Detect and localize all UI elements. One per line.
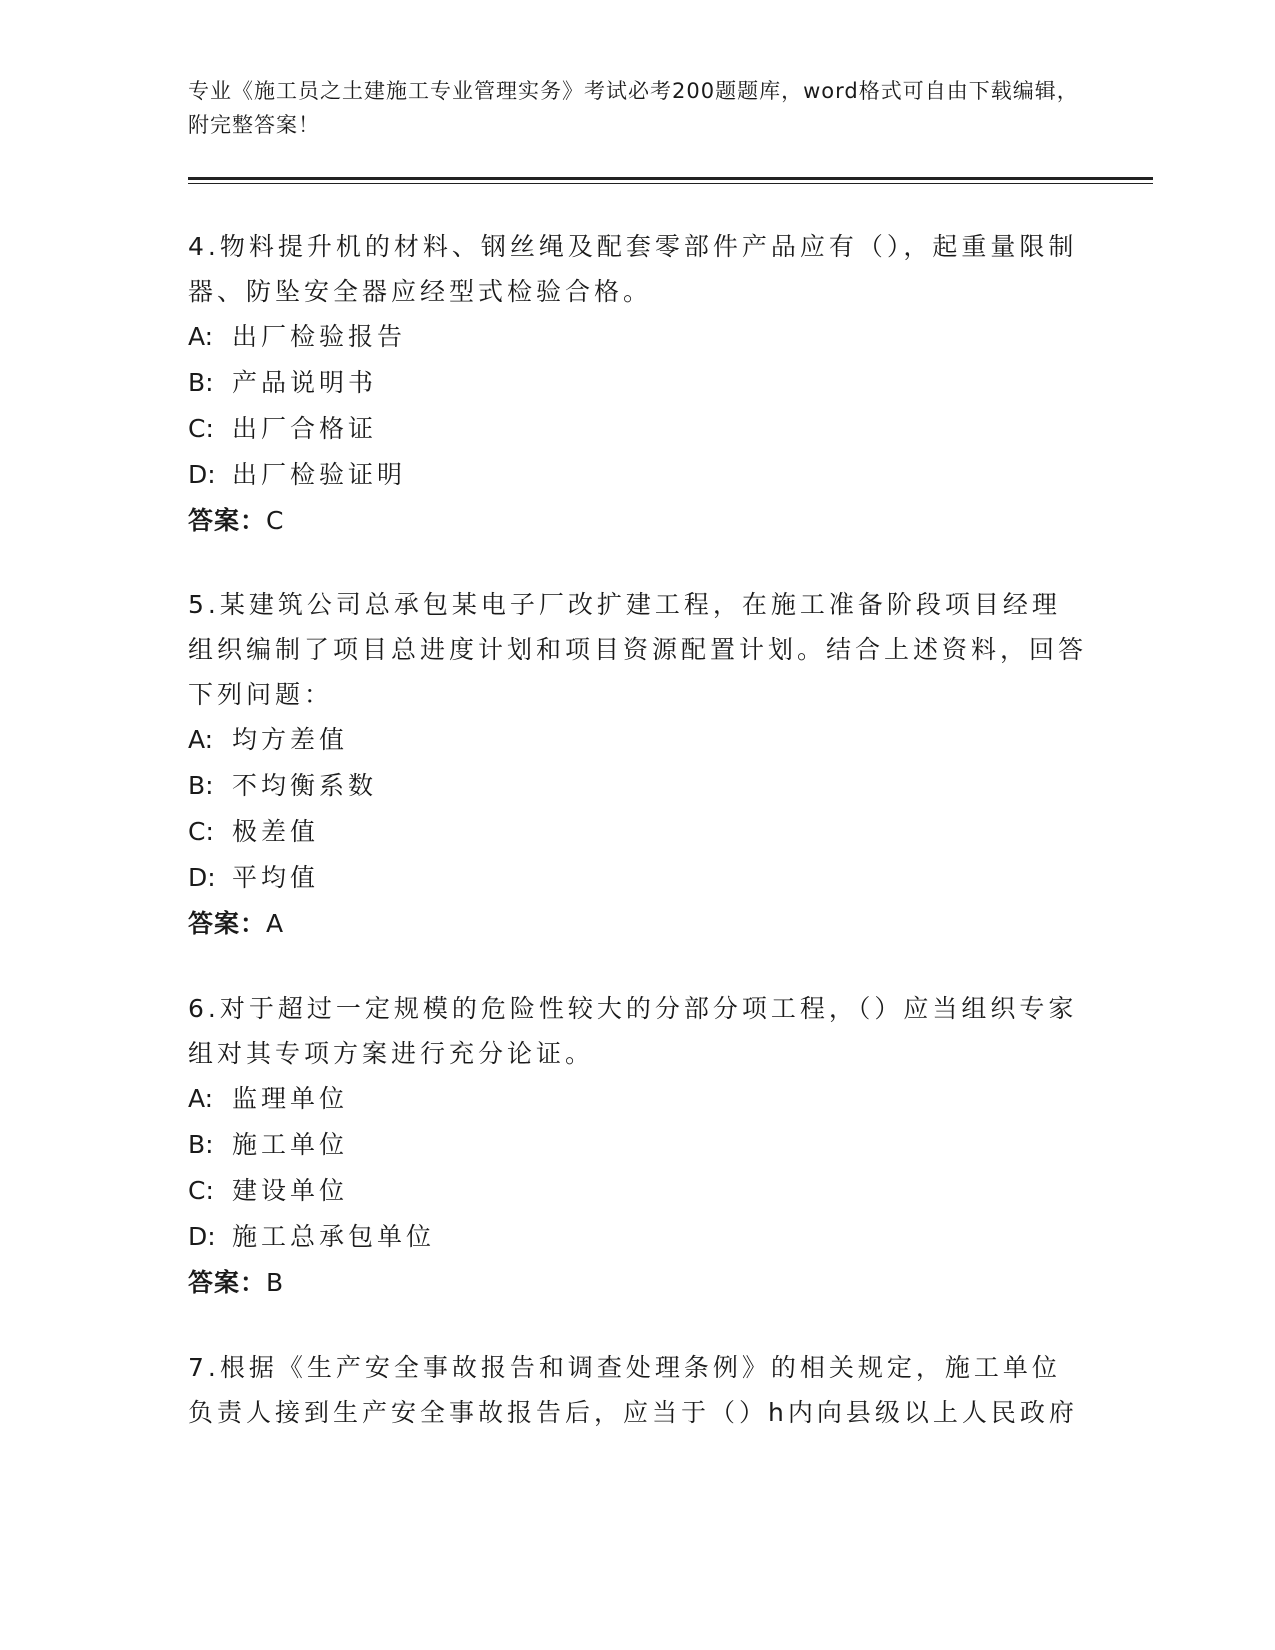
option-d (188, 452, 1088, 498)
answer-line (188, 901, 1088, 947)
option-b (188, 1122, 1088, 1168)
option-letter: B: (188, 1130, 214, 1159)
answer-value: C (266, 506, 285, 535)
option-b (188, 763, 1088, 809)
answer-label: 答案： (188, 506, 267, 535)
option-letter: C: (188, 1176, 214, 1205)
option-text: 出厂合格证 (232, 414, 378, 443)
header-divider-thick (188, 177, 1153, 180)
answer-value: B (266, 1268, 285, 1297)
question-5 (188, 582, 1088, 947)
option-b (188, 360, 1088, 406)
option-a (188, 1076, 1088, 1122)
answer-value: A (266, 909, 285, 938)
option-letter: D: (188, 460, 216, 489)
option-letter: A: (188, 322, 214, 351)
option-c (188, 1168, 1088, 1214)
option-letter: B: (188, 368, 214, 397)
option-letter: C: (188, 817, 214, 846)
answer-label: 答案： (188, 909, 267, 938)
option-text: 建设单位 (232, 1176, 349, 1205)
answer-label: 答案： (188, 1268, 267, 1297)
question-stem: 7.根据《生产安全事故报告和调查处理条例》的相关规定，施工单位负责人接到生产安全事故报告后，应当于（）h内向县级以上人民政府 (188, 1353, 1078, 1427)
question-stem: 6.对于超过一定规模的危险性较大的分部分项工程，（）应当组织专家组对其专项方案进行充分论证。 (188, 994, 1078, 1068)
option-letter: C: (188, 414, 214, 443)
question-stem: 5.某建筑公司总承包某电子厂改扩建工程，在施工准备阶段项目经理组织编制了项目总进度计划和项目资源配置计划。结合上述资料，回答下列问题： (188, 590, 1088, 709)
option-letter: D: (188, 863, 216, 892)
header-divider-thin (188, 183, 1153, 184)
option-text: 不均衡系数 (232, 771, 378, 800)
option-text: 平均值 (232, 863, 320, 892)
option-text: 出厂检验证明 (232, 460, 407, 489)
option-d (188, 1214, 1088, 1260)
option-d (188, 855, 1088, 901)
option-text: 监理单位 (232, 1084, 349, 1113)
question-7 (188, 1345, 1088, 1435)
option-c (188, 406, 1088, 452)
answer-line (188, 498, 1088, 544)
option-text: 施工单位 (232, 1130, 349, 1159)
answer-line (188, 1260, 1088, 1306)
option-text: 均方差值 (232, 725, 349, 754)
option-c (188, 809, 1088, 855)
option-a (188, 717, 1088, 763)
document-header: 专业《施工员之土建施工专业管理实务》考试必考200题题库，word格式可自由下载编辑，附完整答案！ (188, 79, 1079, 137)
option-a (188, 314, 1088, 360)
question-6 (188, 986, 1088, 1306)
option-text: 极差值 (232, 817, 320, 846)
option-text: 出厂检验报告 (232, 322, 407, 351)
option-letter: A: (188, 725, 214, 754)
option-letter: A: (188, 1084, 214, 1113)
option-letter: B: (188, 771, 214, 800)
question-stem: 4.物料提升机的材料、钢丝绳及配套零部件产品应有（），起重量限制器、防坠安全器应经型式检验合格。 (188, 232, 1078, 306)
question-4 (188, 224, 1088, 544)
option-text: 产品说明书 (232, 368, 378, 397)
option-text: 施工总承包单位 (232, 1222, 436, 1251)
option-letter: D: (188, 1222, 216, 1251)
